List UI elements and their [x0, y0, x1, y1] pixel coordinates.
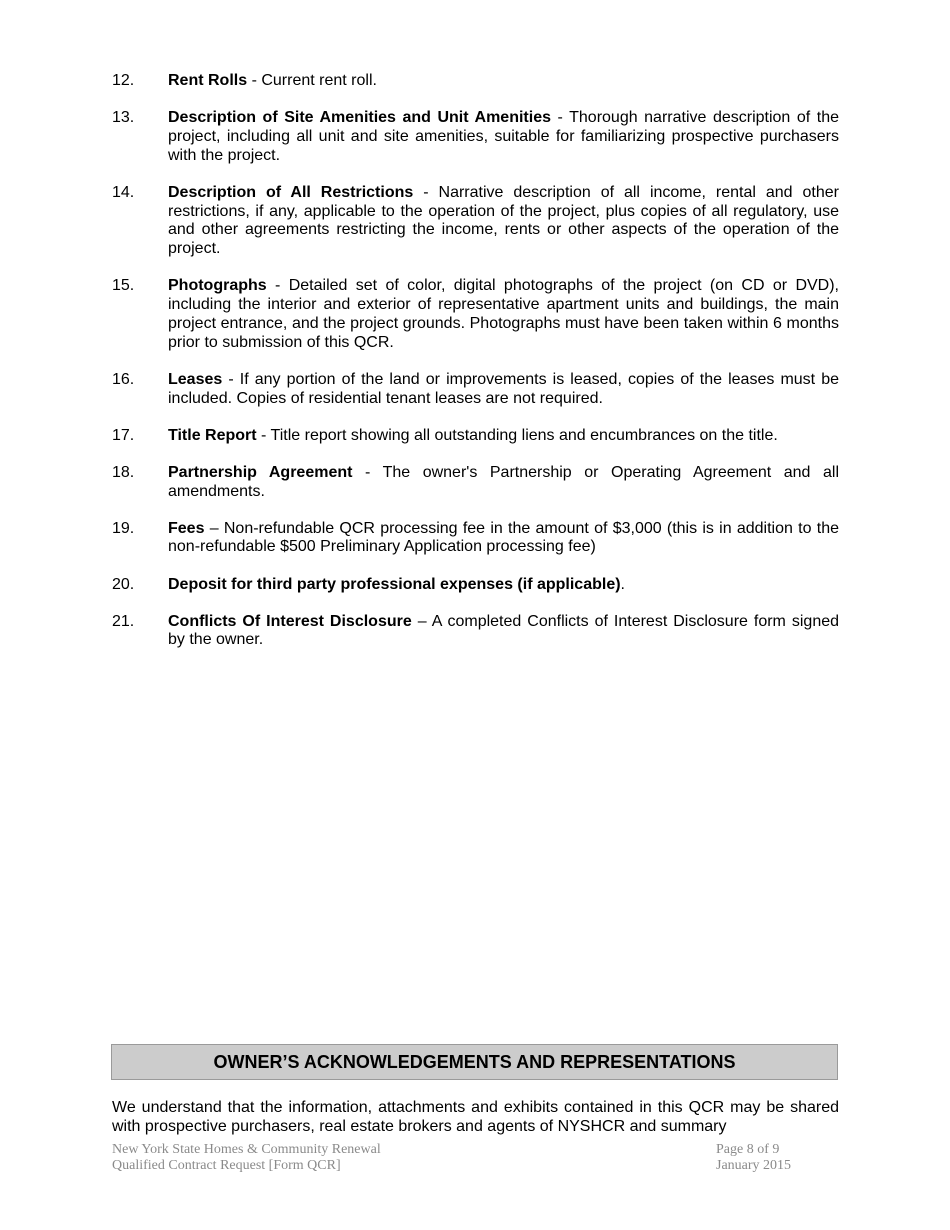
item-title: Description of All Restrictions [168, 183, 414, 201]
item-title: Conflicts Of Interest Disclosure [168, 612, 412, 630]
item-number: 19. [112, 519, 135, 537]
footer-page: Page 8 of 9 [716, 1142, 780, 1157]
item-text [168, 464, 839, 502]
item-text [168, 576, 839, 595]
footer-right [716, 1142, 791, 1174]
item-description: Current rent roll. [261, 72, 377, 89]
item-description: The owner's Partnership or Operating Agreement and all amendments. [168, 463, 840, 500]
item-text [168, 520, 839, 558]
list-item [112, 520, 839, 558]
list-item [112, 277, 839, 352]
item-number: 15. [112, 277, 135, 295]
item-description: If any portion of the land or improvements is leased, copies of the leases must be included. Copies of residential tenant leases are not required. [168, 370, 840, 407]
item-number: 21. [112, 612, 135, 630]
list-item [112, 464, 839, 502]
requirements-list [112, 72, 839, 669]
list-item [112, 109, 839, 165]
list-item [112, 613, 839, 651]
item-text [168, 184, 839, 259]
item-description: Thorough narrative description of the project, including all unit and site amenities, suitable for familiarizing prospective purchasers with the project. [168, 109, 839, 164]
item-number: 13. [112, 109, 135, 127]
item-separator: – [411, 612, 432, 630]
item-text [168, 427, 839, 446]
item-description: Title report showing all outstanding liens and encumbrances on the title. [270, 426, 778, 444]
item-separator: - [551, 109, 570, 127]
item-title: Deposit for third party professional expenses (if applicable) [168, 575, 621, 593]
item-text [168, 371, 839, 409]
item-title: Leases [168, 370, 223, 388]
list-item [112, 72, 839, 91]
item-description: Detailed set of color, digital photographs of the project (on CD or DVD), including the interior and exterior of representative apartment units and buildings, the main project entrance, and the project grounds. Photographs must have been taken within 6 months prior to submission of this QCR. [168, 277, 840, 351]
item-description: Non-refundable QCR processing fee in the amount of $3,000 (this is in addition to the non-refundable $500 Preliminary Application processing fee) [168, 519, 839, 556]
item-text [168, 277, 839, 352]
footer-form: Qualified Contract Request [Form QCR] [112, 1158, 341, 1173]
intro-paragraph: We understand that the information, attachments and exhibits contained in this QCR may be shared with prospective purchasers, real estate brokers and agents of NYSHCR and summary [112, 1099, 839, 1135]
item-title: Description of Site Amenities and Unit Amenities [168, 109, 551, 127]
item-number: 12. [112, 72, 135, 89]
item-number: 18. [112, 463, 135, 481]
item-text [168, 72, 839, 91]
item-separator: – [204, 519, 224, 537]
item-text [168, 613, 839, 651]
item-separator: - [222, 370, 240, 388]
list-item [112, 184, 839, 259]
item-separator: - [413, 183, 439, 201]
list-item [112, 427, 839, 446]
footer-date: January 2015 [716, 1158, 792, 1173]
item-number: 17. [112, 426, 135, 444]
item-description: A completed Conflicts of Interest Disclosure form signed by the owner. [168, 612, 840, 649]
item-separator: - [247, 72, 262, 89]
item-number: 14. [112, 183, 135, 201]
section-heading: OWNER’S ACKNOWLEDGEMENTS AND REPRESENTATIONS [111, 1044, 838, 1080]
item-description: . [620, 575, 625, 593]
item-title: Fees [168, 519, 205, 537]
item-separator: - [352, 463, 383, 481]
item-separator: - [256, 426, 271, 444]
item-number: 20. [112, 575, 135, 593]
item-title: Rent Rolls [168, 72, 248, 89]
footer-left [112, 1142, 381, 1174]
footer-org: New York State Homes & Community Renewal [112, 1142, 381, 1157]
item-title: Photographs [168, 277, 267, 295]
item-text [168, 109, 839, 165]
item-number: 16. [112, 370, 135, 388]
item-title: Partnership Agreement [168, 463, 353, 481]
list-item [112, 576, 839, 595]
item-title: Title Report [168, 426, 257, 444]
list-item [112, 371, 839, 409]
item-separator: - [266, 277, 289, 295]
item-description: Narrative description of all income, rental and other restrictions, if any, applicable to the operation of the project, plus copies of all regulatory, use and other agreements restricting the income, rents or other aspects of the operation of the project. [168, 183, 839, 258]
